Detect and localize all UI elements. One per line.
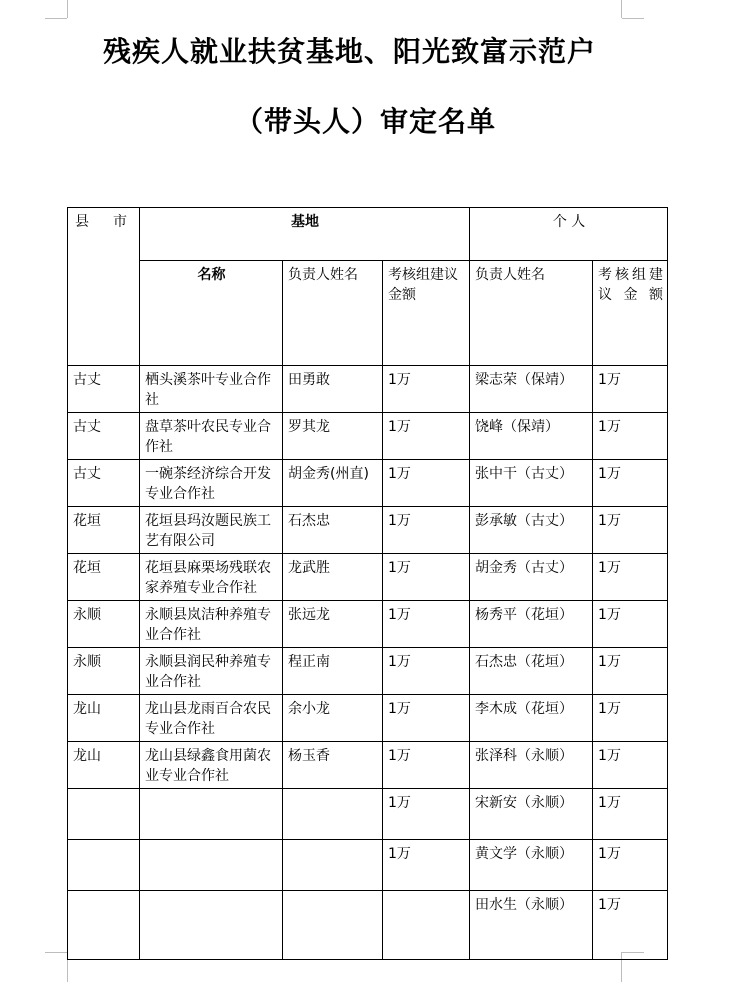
cell-individual-amount: 1万 [593,413,668,460]
cell-base-person: 程正南 [283,648,383,695]
cell-individual-amount: 1万 [593,789,668,840]
cell-county: 永顺 [68,601,140,648]
cell-base-person: 田勇敢 [283,366,383,413]
cell-county: 古丈 [68,366,140,413]
cell-county [68,789,140,840]
approval-list-table [67,207,668,960]
table-row [68,742,668,789]
crop-mark [45,18,67,19]
header-individual: 个 人 [470,208,668,261]
cell-county: 龙山 [68,742,140,789]
cell-individual-person: 田水生（永顺） [470,891,593,960]
cell-county: 古丈 [68,460,140,507]
cell-individual-amount: 1万 [593,601,668,648]
crop-mark [45,952,67,953]
header-county-label: 县 市 [75,214,127,230]
cell-base-name [140,789,283,840]
table-row [68,648,668,695]
cell-base-person [283,891,383,960]
cell-county: 古丈 [68,413,140,460]
cell-base-person: 张远龙 [283,601,383,648]
cell-individual-amount: 1万 [593,695,668,742]
cell-individual-amount: 1万 [593,840,668,891]
cell-individual-amount: 1万 [593,742,668,789]
cell-base-amount: 1万 [383,460,470,507]
cell-base-amount: 1万 [383,554,470,601]
cell-individual-person: 宋新安（永顺） [470,789,593,840]
cell-base-amount: 1万 [383,695,470,742]
cell-base-amount: 1万 [383,507,470,554]
cell-base-name: 盘草茶叶农民专业合作社 [140,413,283,460]
table-row [68,413,668,460]
table-row [68,891,668,960]
cell-base-amount: 1万 [383,413,470,460]
header-base-name: 名称 [140,261,283,366]
cell-base-amount: 1万 [383,789,470,840]
cell-base-name: 花垣县玛汝题民族工艺有限公司 [140,507,283,554]
cell-base-name: 栖头溪茶叶专业合作社 [140,366,283,413]
cell-base-name: 花垣县麻栗场残联农家养殖专业合作社 [140,554,283,601]
cell-individual-person: 梁志荣（保靖） [470,366,593,413]
cell-individual-amount: 1万 [593,891,668,960]
cell-base-amount: 1万 [383,840,470,891]
table-row [68,507,668,554]
crop-mark [67,0,68,18]
cell-individual-person: 李木成（花垣） [470,695,593,742]
cell-base-amount: 1万 [383,648,470,695]
cell-base-name: 永顺县润民种养殖专业合作社 [140,648,283,695]
cell-base-person: 罗其龙 [283,413,383,460]
cell-base-amount: 1万 [383,366,470,413]
cell-base-amount: 1万 [383,601,470,648]
header-individual-amount: 考核组建议金额 [593,261,668,366]
cell-base-person: 石杰忠 [283,507,383,554]
table-row [68,554,668,601]
header-individual-person: 负责人姓名 [470,261,593,366]
cell-individual-amount: 1万 [593,648,668,695]
cell-individual-person: 杨秀平（花垣） [470,601,593,648]
header-base: 基地 [140,208,470,261]
cell-individual-person: 黄文学（永顺） [470,840,593,891]
header-row [68,208,668,261]
table-row [68,789,668,840]
cell-individual-amount: 1万 [593,460,668,507]
crop-mark [621,0,622,18]
cell-base-name: 一碗茶经济综合开发专业合作社 [140,460,283,507]
header-base-amount: 考核组建议金额 [383,261,470,366]
header-county [68,208,140,366]
cell-base-amount [383,891,470,960]
cell-base-name: 龙山县绿鑫食用菌农业专业合作社 [140,742,283,789]
subheader-row [68,261,668,366]
cell-base-person: 杨玉香 [283,742,383,789]
table-row [68,460,668,507]
cell-base-name [140,840,283,891]
cell-individual-amount: 1万 [593,507,668,554]
cell-base-person [283,789,383,840]
cell-base-person: 胡金秀(州直) [283,460,383,507]
cell-individual-amount: 1万 [593,366,668,413]
cell-county: 花垣 [68,507,140,554]
cell-base-person: 余小龙 [283,695,383,742]
document-title-line2: （带头人）审定名单 [234,105,496,138]
cell-individual-person: 彭承敏（古丈） [470,507,593,554]
cell-base-name: 龙山县龙雨百合农民专业合作社 [140,695,283,742]
cell-base-name: 永顺县岚洁种养殖专业合作社 [140,601,283,648]
table-row [68,366,668,413]
cell-county: 永顺 [68,648,140,695]
cell-individual-person: 胡金秀（古丈） [470,554,593,601]
cell-base-person [283,840,383,891]
crop-mark [622,18,644,19]
document-title-line1: 残疾人就业扶贫基地、阳光致富示范户 [102,35,596,68]
cell-county: 龙山 [68,695,140,742]
cell-county: 花垣 [68,554,140,601]
cell-individual-amount: 1万 [593,554,668,601]
cell-individual-person: 石杰忠（花垣） [470,648,593,695]
cell-county [68,891,140,960]
cell-individual-person: 饶峰（保靖） [470,413,593,460]
cell-individual-person: 张泽科（永顺） [470,742,593,789]
table-row [68,840,668,891]
cell-individual-person: 张中干（古丈） [470,460,593,507]
header-base-person: 负责人姓名 [283,261,383,366]
cell-county [68,840,140,891]
table-row [68,601,668,648]
cell-base-amount: 1万 [383,742,470,789]
cell-base-name [140,891,283,960]
cell-base-person: 龙武胜 [283,554,383,601]
table-row [68,695,668,742]
